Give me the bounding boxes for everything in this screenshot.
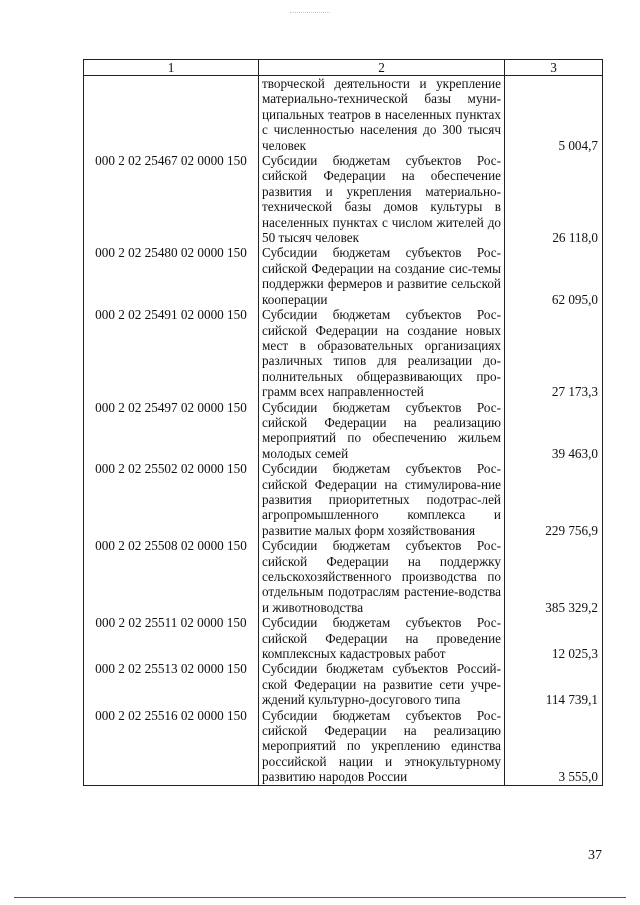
budget-code: 000 2 02 25513 02 0000 150	[84, 661, 259, 707]
item-description: Субсидии бюджетам субъектов Рос-сийской Федерации на стимулирова-ние развития приоритетных подотрас-лей агропромышленного комплекса и развитие малых форм хозяйствования	[259, 461, 505, 538]
table-row	[84, 708, 603, 785]
budget-code: 000 2 02 25467 02 0000 150	[84, 153, 259, 245]
table-row	[84, 76, 603, 154]
column-header-description: 2	[259, 60, 505, 76]
item-amount: 39 463,0	[505, 400, 603, 462]
item-description: Субсидии бюджетам субъектов Россий-ской Федерации на развитие сети учре-ждений культурно-досугового типа	[259, 661, 505, 707]
budget-table	[83, 59, 603, 786]
empty-cell	[84, 785, 259, 786]
budget-code: 000 2 02 25502 02 0000 150	[84, 461, 259, 538]
table-row	[84, 615, 603, 661]
item-description: Субсидии бюджетам субъектов Рос-сийской Федерации на обеспечение развития и укрепления материально-технической базы домов культуры в населенных пунктах с числом жителей до 50 тысяч человек	[259, 153, 505, 245]
item-amount: 385 329,2	[505, 538, 603, 615]
table-header-row	[84, 60, 603, 76]
item-amount: 26 118,0	[505, 153, 603, 245]
item-description: Субсидии бюджетам субъектов Рос-сийской Федерации на поддержку сельскохозяйственного производства по отдельным подотраслям растение-водства и животноводства	[259, 538, 505, 615]
item-description: Субсидии бюджетам субъектов Рос-сийской Федерации на реализацию мероприятий по укреплению единства российской нации и этнокультурному развитию народов России	[259, 708, 505, 785]
table-row	[84, 307, 603, 399]
budget-code: 000 2 02 25497 02 0000 150	[84, 400, 259, 462]
scan-edge-line	[14, 897, 626, 898]
table-row	[84, 245, 603, 307]
table-row	[84, 153, 603, 245]
item-description: Субсидии бюджетам субъектов Рос-сийской Федерации на создание сис-темы поддержки фермеров и развитие сельской кооперации	[259, 245, 505, 307]
table-row	[84, 400, 603, 462]
page-number: 37	[588, 848, 602, 863]
table-row	[84, 538, 603, 615]
item-amount: 12 025,3	[505, 615, 603, 661]
table-row	[84, 461, 603, 538]
budget-code: 000 2 02 25516 02 0000 150	[84, 708, 259, 785]
item-amount: 229 756,9	[505, 461, 603, 538]
budget-code: 000 2 02 25511 02 0000 150	[84, 615, 259, 661]
empty-cell	[505, 785, 603, 786]
budget-code: 000 2 02 25480 02 0000 150	[84, 245, 259, 307]
scan-mark	[290, 12, 330, 13]
item-description: творческой деятельности и укрепление материально-технической базы муни-ципальных театров в населенных пунктах с численностью населения до 300 тысяч человек	[259, 76, 505, 154]
item-amount: 3 555,0	[505, 708, 603, 785]
budget-code	[84, 76, 259, 154]
item-amount: 27 173,3	[505, 307, 603, 399]
item-description: Субсидии бюджетам субъектов Рос-сийской Федерации на реализацию мероприятий по обеспечению жильем молодых семей	[259, 400, 505, 462]
budget-code: 000 2 02 25508 02 0000 150	[84, 538, 259, 615]
item-amount: 62 095,0	[505, 245, 603, 307]
budget-code: 000 2 02 25491 02 0000 150	[84, 307, 259, 399]
item-description: Субсидии бюджетам субъектов Рос-сийской Федерации на создание новых мест в образовательных организациях различных типов для реализации до-полнительных общеразвивающих про-грамм всех направленностей	[259, 307, 505, 399]
empty-cell	[259, 785, 505, 786]
item-description: Субсидии бюджетам субъектов Рос-сийской Федерации на проведение комплексных кадастровых работ	[259, 615, 505, 661]
column-header-code: 1	[84, 60, 259, 76]
item-amount: 114 739,1	[505, 661, 603, 707]
table-closing-row	[84, 785, 603, 786]
item-amount: 5 004,7	[505, 76, 603, 154]
column-header-amount: 3	[505, 60, 603, 76]
table-row	[84, 661, 603, 707]
